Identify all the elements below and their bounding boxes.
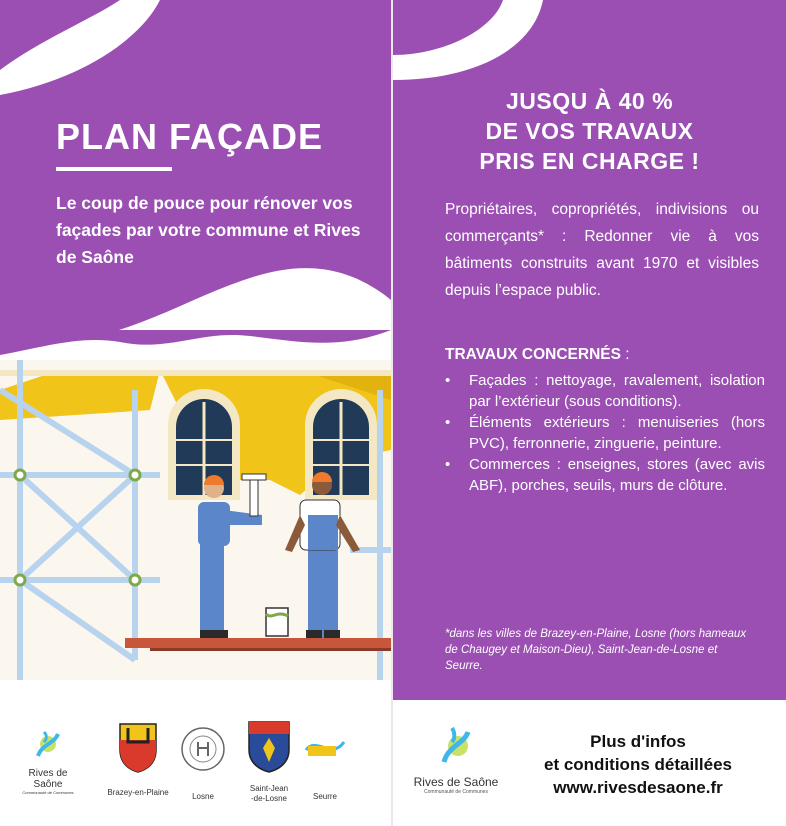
- saint-jean-label-line1: Saint-Jean: [249, 784, 289, 793]
- info-line-1: Plus d'infos: [590, 732, 686, 751]
- right-panel: [393, 0, 786, 826]
- saint-jean-label: [244, 784, 294, 804]
- more-info: [523, 730, 753, 799]
- rives-de-saone-logo-icon: [28, 726, 68, 764]
- paint-can-icon: [266, 608, 288, 636]
- list-item: • Éléments extérieurs : menuiseries (hors PVC), ferronnerie, zinguerie, peinture.: [445, 412, 765, 454]
- list-item: • Commerces : enseignes, stores (avec avis ABF), porches, seuils, murs de clôture.: [445, 454, 765, 496]
- headline-line-1: JUSQU À 40 %: [505, 88, 674, 114]
- headline-line-3: PRIS EN CHARGE !: [479, 148, 700, 174]
- logo-saint-jean: [244, 720, 294, 804]
- headline: [393, 86, 786, 176]
- rives-de-saone-name-right: Rives de Saône: [413, 775, 499, 789]
- works-title-suffix: :: [620, 346, 630, 363]
- headline-line-2: DE VOS TRAVAUX: [485, 118, 694, 144]
- logo-rives-de-saone-right: [401, 722, 511, 802]
- brazey-coat-of-arms-icon: [118, 722, 158, 774]
- white-swoosh-decoration: [393, 0, 786, 90]
- left-panel: [0, 0, 391, 826]
- facade-workers-illustration: [0, 330, 391, 710]
- seurre-label: Seurre: [312, 792, 337, 801]
- losne-seal-icon: [180, 726, 226, 772]
- subtitle: Le coup de pouce pour rénover vos façades par votre commune et Rives de Saône: [56, 193, 361, 267]
- logo-seurre: [300, 726, 350, 801]
- rives-de-saone-tagline: Communauté de Communes: [22, 790, 74, 795]
- seurre-logo-icon: [302, 726, 348, 764]
- saint-jean-coat-of-arms-icon: [247, 720, 291, 774]
- saint-jean-label-line2: -de-Losne: [250, 794, 288, 803]
- page-title: PLAN FAÇADE: [56, 116, 324, 157]
- website-link[interactable]: www.rivesdesaone.fr: [553, 778, 723, 797]
- works-list: [445, 370, 765, 496]
- title-underline: [56, 167, 172, 171]
- works-title-label: TRAVAUX CONCERNÉS: [445, 346, 621, 363]
- rives-de-saone-name: Rives de Saône: [28, 768, 68, 790]
- logo-rives-de-saone: [18, 726, 78, 795]
- rives-de-saone-tagline-right: Communauté de Communes: [424, 789, 488, 795]
- footnote: *dans les villes de Brazey-en-Plaine, Losne (hors hameaux de Chaugey et Maison-Dieu), Saint-Jean-de-Losne et Seurre.: [445, 628, 747, 672]
- logo-losne: [178, 726, 228, 801]
- works-title: [445, 346, 630, 364]
- partner-logos: [0, 712, 391, 826]
- window-left: [168, 389, 240, 500]
- info-line-2: et conditions détaillées: [544, 755, 732, 774]
- list-item: • Façades : nettoyage, ravalement, isolation par l’extérieur (sous conditions).: [445, 370, 765, 412]
- logo-brazey: [104, 722, 172, 797]
- brazey-label: Brazey-en-Plaine: [107, 788, 169, 797]
- rives-de-saone-logo-icon: [430, 722, 482, 770]
- losne-label: Losne: [192, 792, 214, 801]
- intro-text: Propriétaires, copropriétés, indivisions ou commerçants* : Redonner vie à vos bâtiments construits avant 1970 et visibles depuis l’espace public.: [445, 201, 759, 299]
